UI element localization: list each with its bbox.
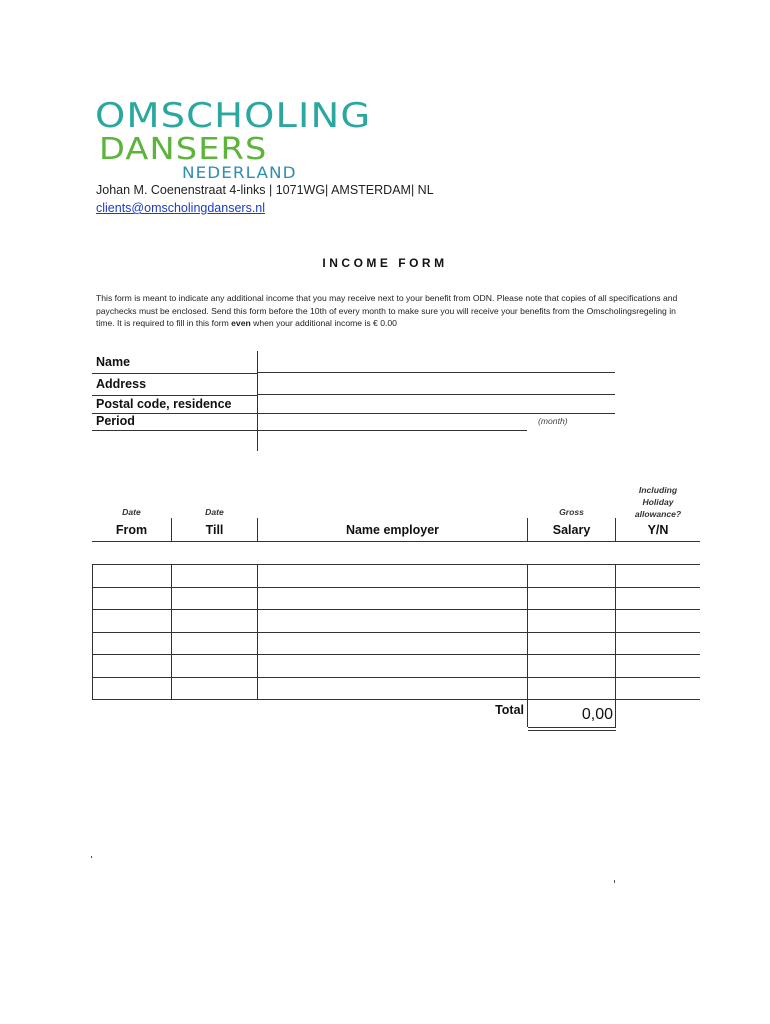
name-field[interactable]: [259, 352, 614, 372]
grid-row-line: [92, 677, 700, 678]
intro-paragraph: [96, 292, 686, 330]
table-cell[interactable]: [616, 633, 699, 654]
total-underline-2: [528, 730, 616, 731]
table-cell[interactable]: [528, 633, 614, 654]
grid-row-line: [92, 609, 700, 610]
address-field-line: [258, 394, 615, 395]
table-cell[interactable]: [616, 655, 699, 676]
total-underline-1: [528, 727, 616, 728]
name-label-underline: [92, 373, 258, 374]
date-till-subheader: Date: [205, 507, 224, 517]
header-divider: [615, 518, 616, 541]
total-label: Total: [495, 703, 524, 717]
period-field-line: [92, 430, 527, 431]
stray-mark: [614, 880, 615, 883]
grid-row-line: [92, 654, 700, 655]
table-cell[interactable]: [528, 678, 614, 699]
address-label: Address: [96, 377, 147, 391]
table-cell[interactable]: [258, 565, 526, 586]
table-cell[interactable]: [528, 565, 614, 586]
month-hint: (month): [538, 416, 568, 426]
table-cell[interactable]: [616, 588, 699, 609]
total-left-border: [527, 699, 528, 727]
table-cell[interactable]: [258, 588, 526, 609]
table-cell[interactable]: [172, 610, 256, 631]
table-cell[interactable]: [93, 610, 170, 631]
header-divider: [527, 518, 528, 541]
grid-col-line: [171, 564, 172, 699]
stray-mark: [91, 856, 92, 858]
grid-col-line: [92, 564, 93, 699]
table-cell[interactable]: [172, 655, 256, 676]
table-cell[interactable]: [93, 633, 170, 654]
personal-divider: [257, 351, 258, 451]
grid-col-line: [615, 564, 616, 699]
holiday-allowance-subheader: Including Holiday allowance?: [634, 485, 682, 519]
grid-row-line: [92, 632, 700, 633]
header-bottom-line: [92, 541, 700, 542]
postal-code-label: Postal code, residence: [96, 397, 232, 411]
col-header-till: Till: [205, 523, 224, 537]
table-cell[interactable]: [93, 678, 170, 699]
table-cell[interactable]: [616, 610, 699, 631]
table-cell[interactable]: [172, 565, 256, 586]
table-cell[interactable]: [528, 655, 614, 676]
grid-row-line: [92, 564, 700, 565]
name-field-line: [258, 372, 615, 373]
table-cell[interactable]: [528, 610, 614, 631]
intro-text-after: when your additional income is € 0.00: [250, 318, 397, 328]
table-cell[interactable]: [616, 678, 699, 699]
table-cell[interactable]: [93, 565, 170, 586]
intro-text-before: This form is meant to indicate any additional income that you may receive next to your benefit from ODN. Please note that copies of all specifications and paychecks must be enclosed. Send this form before the 10th of every month to make sure you will receive your benefits from the Omscholingsregeling in time. It is required to fill in this form: [96, 293, 678, 328]
table-cell[interactable]: [258, 610, 526, 631]
col-header-salary: Salary: [552, 523, 591, 537]
logo-line-dansers: DANSERS: [99, 132, 268, 167]
grid-col-line: [527, 564, 528, 699]
period-field[interactable]: [259, 414, 525, 430]
col-header-employer: Name employer: [345, 523, 440, 537]
col-header-yn: Y/N: [647, 523, 669, 537]
table-cell[interactable]: [93, 655, 170, 676]
form-title: INCOME FORM: [322, 256, 448, 270]
period-label: Period: [96, 414, 135, 428]
table-cell[interactable]: [258, 678, 526, 699]
table-cell[interactable]: [528, 588, 614, 609]
email-link[interactable]: clients@omscholingdansers.nl: [96, 201, 266, 215]
grid-col-line: [257, 564, 258, 699]
table-cell[interactable]: [258, 633, 526, 654]
organization-address: Johan M. Coenenstraat 4-links | 1071WG| AMSTERDAM| NL: [96, 183, 434, 197]
col-header-from: From: [115, 523, 148, 537]
table-cell[interactable]: [172, 633, 256, 654]
logo-line-omscholing: OMSCHOLING: [95, 96, 372, 136]
address-field[interactable]: [259, 374, 614, 394]
address-label-underline: [92, 395, 258, 396]
table-cell[interactable]: [93, 588, 170, 609]
name-label: Name: [96, 355, 131, 369]
header-divider: [171, 518, 172, 541]
header-divider: [257, 518, 258, 541]
grid-row-line: [92, 587, 700, 588]
gross-subheader: Gross: [559, 507, 584, 517]
intro-bold-even: even: [231, 318, 251, 328]
table-cell[interactable]: [616, 565, 699, 586]
date-from-subheader: Date: [122, 507, 141, 517]
logo-line-nederland: NEDERLAND: [182, 163, 297, 182]
table-cell[interactable]: [172, 678, 256, 699]
table-cell[interactable]: [172, 588, 256, 609]
grid-row-line: [92, 699, 700, 700]
table-cell[interactable]: [258, 655, 526, 676]
total-right-border: [615, 699, 616, 727]
postal-code-field[interactable]: [259, 396, 614, 413]
total-salary-value: 0,00: [581, 706, 613, 723]
